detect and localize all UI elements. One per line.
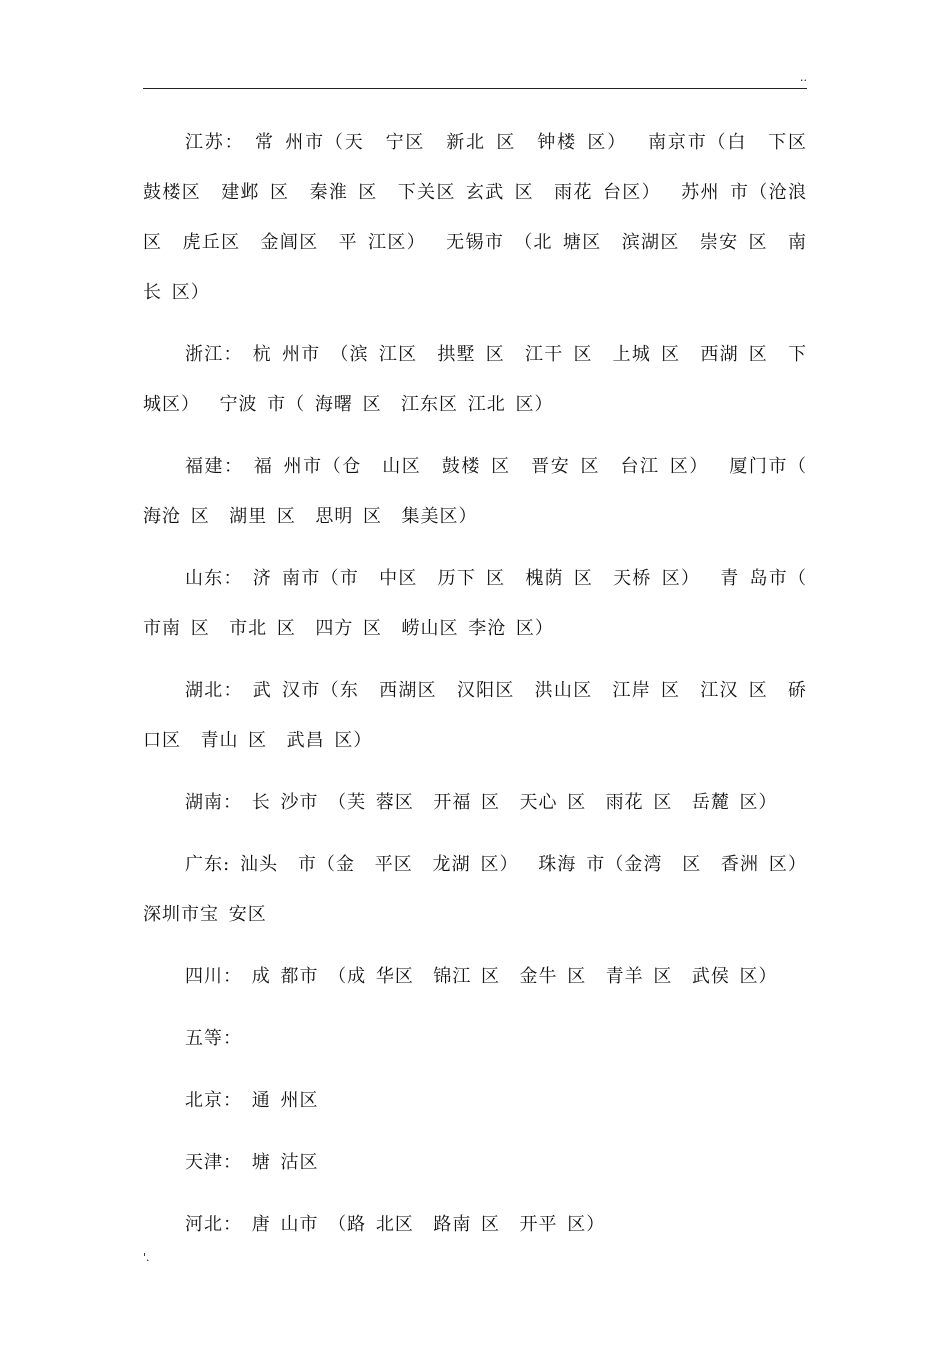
paragraph-guangdong: 广东: 汕头 市（金 平区 龙湖 区） 珠海 市（金湾 区 香洲 区） 深圳市宝 安区 [143,854,827,925]
paragraph-beijing: 北京： 通 州区 [185,1090,319,1111]
paragraph-hubei: 湖北： 武 汉市（东 西湖区 汉阳区 洪山区 江岸 区 江汉 区 硚口区 青山 区 武昌 区） [143,680,807,751]
paragraph-tier-five-heading: 五等： [185,1028,242,1049]
paragraph-jiangsu: 江苏： 常 州市（天 宁区 新北 区 钟楼 区） 南京市（白 下区 鼓楼区 建邺 区 秦淮 区 下关区 玄武 区 雨花 台区） 苏州 市（沧浪 区 虎丘区 金阊区 平 江区） 无锡市 （北 塘区 滨湖区 崇安 区 南长 区） [143,132,827,303]
paragraph-fujian: 福建： 福 州市（仓 山区 鼓楼 区 晋安 区 台江 区） 厦门市（ 海沧 区 湖里 区 思明 区 集美区） [143,456,817,527]
document-body [143,118,827,1262]
paragraph-hebei: 河北： 唐 山市 （路 北区 路南 区 开平 区） [185,1214,606,1235]
paragraph-sichuan: 四川： 成 都市 （成 华区 锦江 区 金牛 区 青羊 区 武侯 区） [185,966,778,987]
header-rule [143,88,807,89]
footer-corner-mark: '. [143,1251,150,1264]
paragraph-tianjin: 天津： 塘 沽区 [185,1152,319,1173]
paragraph-shandong: 山东： 济 南市（市 中区 历下 区 槐荫 区 天桥 区） 青 岛市（ 市南 区 市北 区 四方 区 崂山区 李沧 区） [143,568,817,639]
paragraph-hunan: 湖南： 长 沙市 （芙 蓉区 开福 区 天心 区 雨花 区 岳麓 区） [185,792,778,813]
header-corner-mark: .. [800,71,807,84]
paragraph-zhejiang: 浙江： 杭 州市 （滨 江区 拱墅 区 江干 区 上城 区 西湖 区 下城区） 宁波 市（ 海曙 区 江东区 江北 区） [143,344,807,415]
